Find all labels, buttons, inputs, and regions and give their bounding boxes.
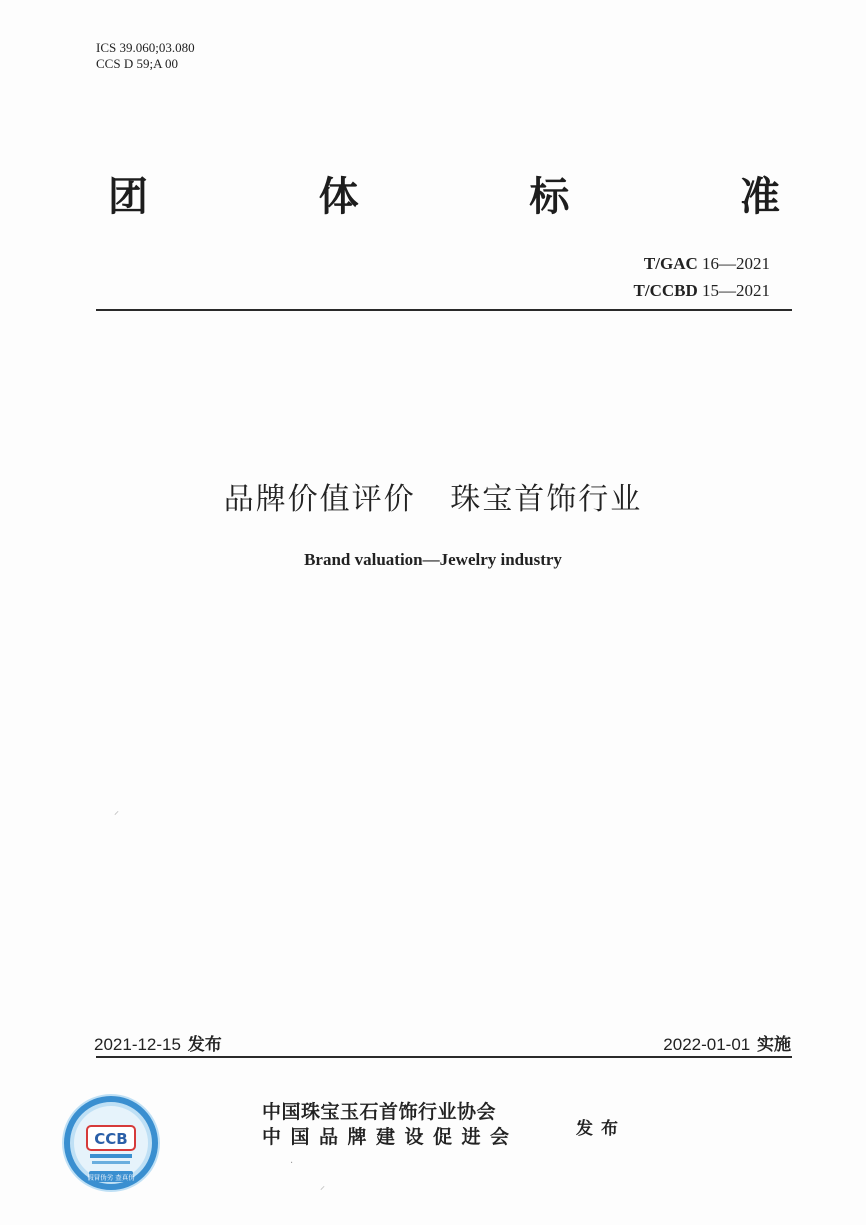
- scan-speck: ·: [290, 1158, 294, 1169]
- issuers-action: 发布: [576, 1119, 626, 1139]
- scan-speck: ⸝: [320, 1181, 325, 1192]
- publish-date: [94, 1030, 222, 1055]
- implement-date: [663, 1030, 791, 1055]
- standard-number-ccbd: [634, 277, 770, 304]
- title-english: Brand valuation—Jewelry industry: [304, 550, 562, 569]
- standard-number: 16—2021: [702, 254, 770, 273]
- seal-caption: 假冒伪劣 查真伪: [87, 1173, 135, 1182]
- standard-number-gac: [634, 250, 770, 277]
- issuing-organizations: [262, 1100, 519, 1150]
- top-divider: [96, 309, 792, 311]
- standard-type-char: 标: [529, 173, 570, 220]
- issuer-gac: 中国珠宝玉石首饰行业协会: [262, 1101, 497, 1123]
- standard-prefix: T/CCBD: [633, 281, 698, 300]
- ics-code: ICS 39.060;03.080: [96, 40, 195, 55]
- issuer-ccbd: 中国品牌建设促进会: [262, 1126, 519, 1148]
- ccs-code: CCS D 59;A 00: [96, 56, 178, 71]
- seal-logo-text: CCB: [94, 1130, 128, 1148]
- standard-number: 15—2021: [702, 281, 770, 300]
- classification-codes: [96, 40, 195, 72]
- standard-type-heading: [108, 165, 780, 221]
- publish-date-value: 2021-12-15: [94, 1035, 181, 1054]
- standard-prefix: T/GAC: [643, 254, 698, 273]
- scan-speck: ⸝: [114, 806, 119, 817]
- implement-date-value: 2022-01-01: [663, 1035, 751, 1054]
- standard-type-char: 准: [739, 173, 780, 220]
- anti-counterfeit-seal-icon: [60, 1092, 162, 1194]
- standard-type-char: 团: [108, 173, 148, 220]
- bottom-divider: [96, 1056, 792, 1058]
- implement-date-suffix: 实施: [757, 1035, 791, 1055]
- standard-numbers: [634, 250, 770, 304]
- publish-date-suffix: 发布: [187, 1035, 222, 1055]
- title-chinese: 品牌价值评价 珠宝首饰行业: [223, 482, 643, 517]
- standard-type-char: 体: [318, 173, 359, 220]
